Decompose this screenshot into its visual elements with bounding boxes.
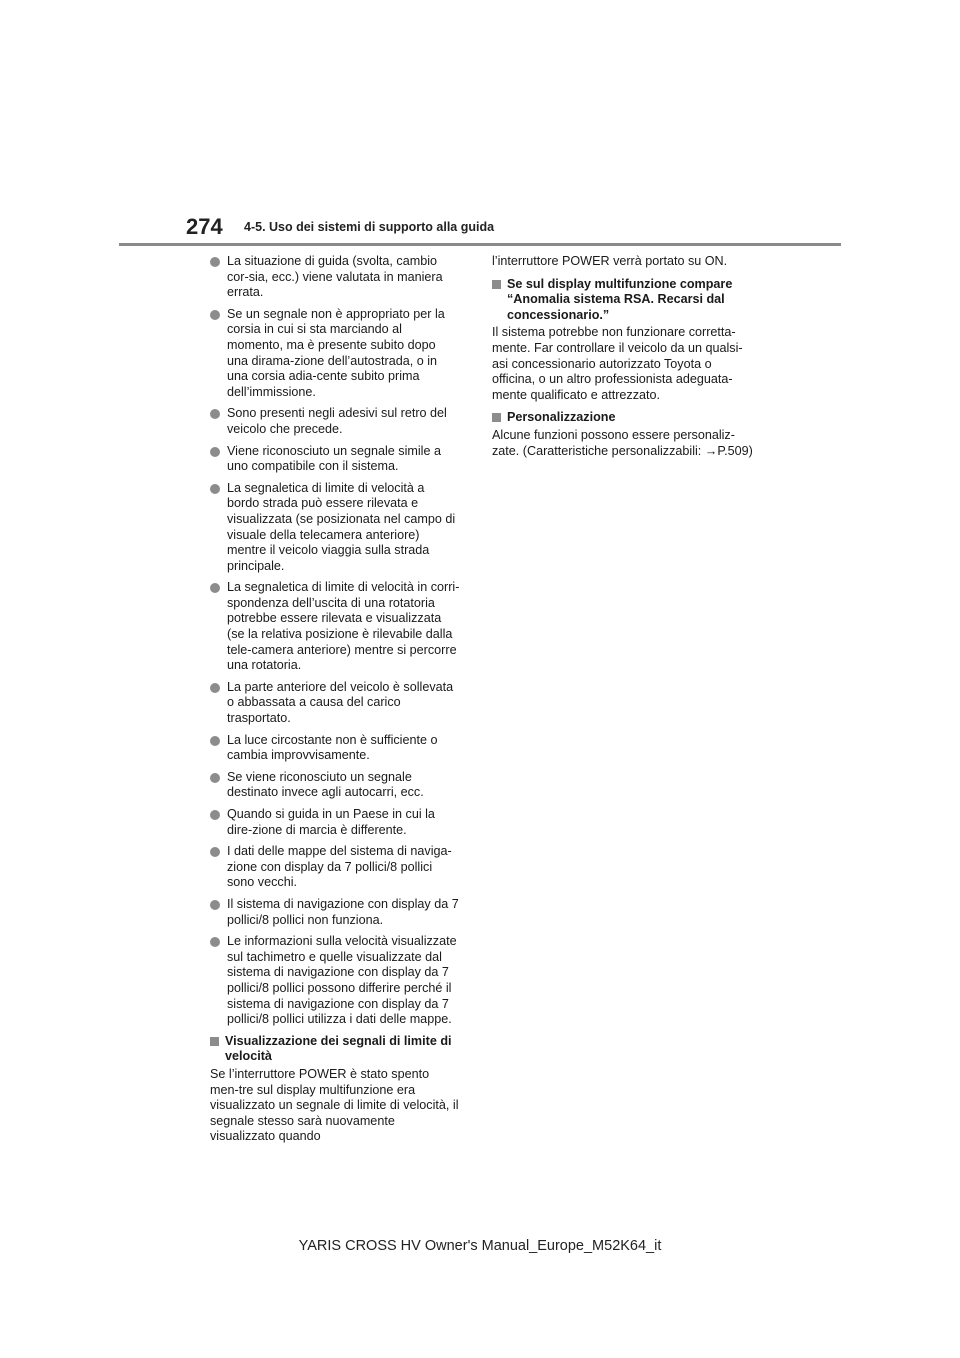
section-heading-speed-signs — [210, 1034, 460, 1065]
bullet-text: Se viene riconosciuto un segnale destinato invece agli autocarri, ecc. — [227, 769, 424, 800]
bullet-icon — [210, 736, 220, 746]
right-column — [492, 254, 754, 466]
square-bullet-icon — [492, 280, 501, 289]
section-paragraph: Alcune funzioni possono essere personaliz-zate. (Caratteristiche personalizzabili: →P.509) — [492, 427, 753, 458]
bullet-text: La segnaletica di limite di velocità in corri-spondenza dell’uscita di una rotatoria potrebbe essere rilevata e visualizzata (se la relativa posizione è rilevabile dalla tele-camera anteriore) mentre si percorre una rotatoria. — [227, 580, 460, 673]
square-bullet-icon — [492, 413, 501, 422]
bullet-item — [210, 807, 460, 838]
section-heading-text: Visualizzazione dei segnali di limite di velocità — [225, 1033, 452, 1064]
bullet-item — [210, 934, 460, 1028]
bullet-icon — [210, 847, 220, 857]
section-paragraph: Il sistema potrebbe non funzionare corretta-mente. Far controllare il veicolo da un qualsi-asi concessionario autorizzato Toyota o officina, o un altro professionista adeguata-mente qualificato e attrezzato. — [492, 325, 743, 402]
bullet-icon — [210, 310, 220, 320]
bullet-icon — [210, 257, 220, 267]
section-paragraph: Se l’interruttore POWER è stato spento men-tre sul display multifunzione era visualizzato un segnale di limite di velocità, il segnale stesso sarà nuovamente visualizzato quando — [210, 1066, 459, 1144]
bullet-text: Sono presenti negli adesivi sul retro del veicolo che precede. — [227, 406, 447, 436]
header-divider — [119, 243, 841, 246]
page-number: 274 — [186, 214, 223, 239]
bullet-item — [210, 444, 460, 475]
section-title: 4-5. Uso dei sistemi di supporto alla guida — [244, 220, 495, 234]
bullet-text: Le informazioni sulla velocità visualizzate sul tachimetro e quelle visualizzate dal sistema di navigazione con display da 7 pollici/8 pollici possono differire perché il sistema di navigazione con display da 7 pollici/8 pollici utilizza i dati delle mappe. — [227, 934, 457, 1027]
bullet-item — [210, 897, 460, 928]
bullet-icon — [210, 683, 220, 693]
bullet-icon — [210, 484, 220, 494]
bullet-icon — [210, 447, 220, 457]
continuation-paragraph: l’interruttore POWER verrà portato su ON. — [492, 254, 728, 268]
bullet-item — [210, 733, 460, 764]
square-bullet-icon — [210, 1037, 219, 1046]
section-heading-customization — [492, 410, 754, 426]
bullet-icon — [210, 810, 220, 820]
bullet-text: La segnaletica di limite di velocità a bordo strada può essere rilevata e visualizzata (se posizionata nel campo di visuale della telecamera anteriore) mentre il veicolo viaggia sulla strada principale. — [227, 480, 456, 573]
left-column — [210, 254, 460, 1152]
bullet-text: La parte anteriore del veicolo è sollevata o abbassata a causa del carico trasportato. — [227, 679, 454, 726]
bullet-text: Viene riconosciuto un segnale simile a uno compatibile con il sistema. — [227, 443, 441, 474]
bullet-text: La situazione di guida (svolta, cambio cor-sia, ecc.) viene valutata in maniera errata. — [227, 254, 443, 300]
bullet-item — [210, 680, 460, 727]
bullet-item — [210, 481, 460, 575]
bullet-icon — [210, 773, 220, 783]
bullet-item — [210, 406, 460, 437]
bullet-text: I dati delle mappe del sistema di naviga-zione con display da 7 pollici/8 pollici sono vecchi. — [227, 844, 452, 890]
section-heading-rsa-fault — [492, 277, 754, 324]
bullet-item — [210, 580, 460, 674]
bullet-icon — [210, 583, 220, 593]
bullet-icon — [210, 900, 220, 910]
bullet-item — [210, 844, 460, 891]
bullet-text: Se un segnale non è appropriato per la corsia in cui si sta marciando al momento, ma è presente subito dopo una dirama-zione dell’autostrada, o in una corsia adia-cente subito prima dell’immissione. — [227, 306, 445, 399]
section-heading-text: Personalizzazione — [507, 410, 616, 425]
bullet-text: Il sistema di navigazione con display da 7 pollici/8 pollici non funziona. — [227, 896, 459, 927]
bullet-item — [210, 254, 460, 301]
bullet-text: Quando si guida in un Paese in cui la dire-zione di marcia è differente. — [227, 807, 435, 837]
bullet-text: La luce circostante non è sufficiente o cambia improvvisamente. — [227, 732, 438, 763]
page-footer: YARIS CROSS HV Owner's Manual_Europe_M52K64_it — [298, 1238, 662, 1254]
section-heading-text: Se sul display multifunzione compare “Anomalia sistema RSA. Recarsi dal concessionario.” — [507, 276, 733, 322]
bullet-icon — [210, 937, 220, 947]
bullet-item — [210, 307, 460, 401]
bullet-icon — [210, 409, 220, 419]
bullet-item — [210, 770, 460, 801]
